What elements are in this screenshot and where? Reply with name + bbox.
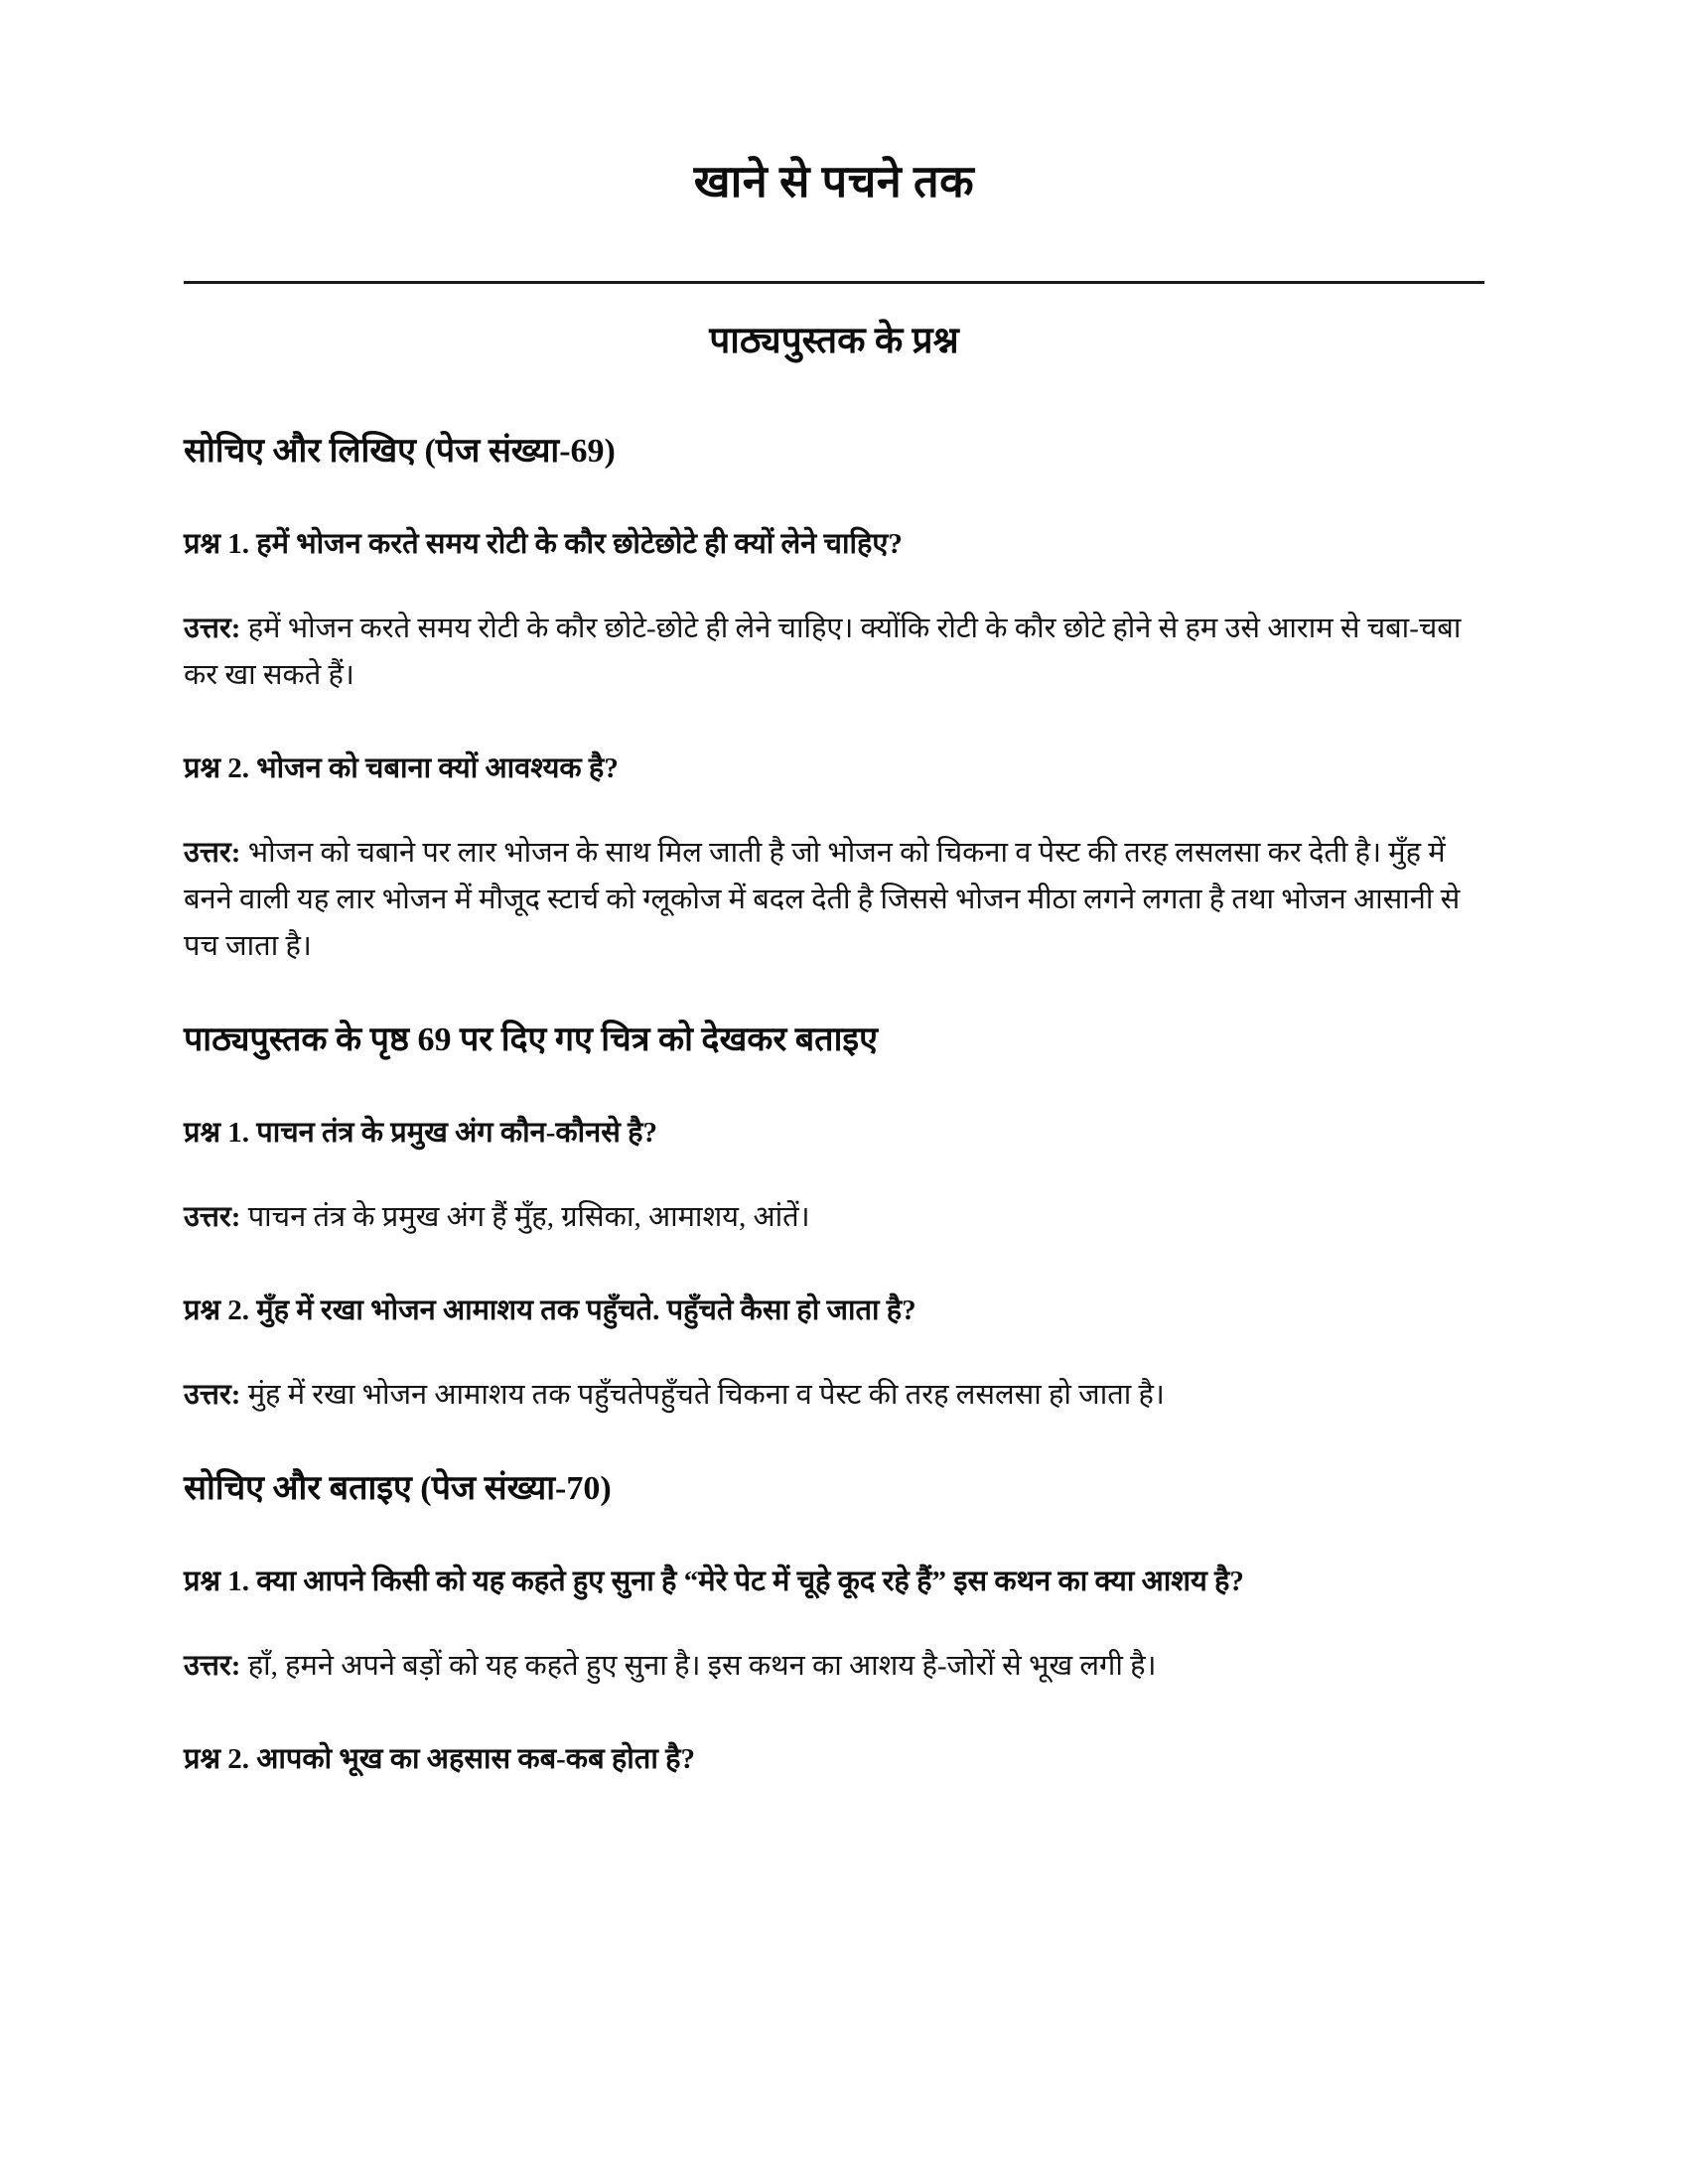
title-divider (184, 281, 1484, 284)
section-1 (184, 429, 1484, 970)
answer-label: उत्तर: (184, 1379, 241, 1412)
answer-label: उत्तर: (184, 1201, 241, 1234)
page-title: खाने से पचने तक (693, 157, 975, 206)
question-text: प्रश्न 1. पाचन तंत्र के प्रमुख अंग कौन-कौनसे है? (184, 1117, 658, 1150)
question-text: प्रश्न 2. मुँह में रखा भोजन आमाशय तक पहुँचते. पहुँचते कैसा हो जाता है? (184, 1295, 916, 1327)
answer-text (184, 1194, 1484, 1241)
section-heading-3: सोचिए और बताइए (पेज संख्या-70) (184, 1470, 612, 1508)
section-heading-1: सोचिए और लिखिए (पेज संख्या-69) (184, 433, 616, 471)
answer-text (184, 606, 1484, 699)
qa-item (184, 747, 1484, 970)
answer-body: हमें भोजन करते समय रोटी के कौर छोटे-छोटे ही लेने चाहिए। क्योंकि रोटी के कौर छोटे होने से हम उसे आराम से चबा-चबा कर खा सकते हैं। (184, 613, 1462, 692)
question-text: प्रश्न 2. भोजन को चबाना क्यों आवश्यक है? (184, 752, 619, 785)
answer-label: उत्तर: (184, 613, 241, 645)
answer-body: मुंह में रखा भोजन आमाशय तक पहुँचतेपहुँचते चिकना व पेस्ट की तरह लसलसा हो जाता है। (240, 1379, 1165, 1412)
section-2 (184, 1018, 1484, 1419)
answer-body: पाचन तंत्र के प्रमुख अंग हैं मुँह, ग्रसिका, आमाशय, आंतें। (240, 1201, 810, 1234)
document-subtitle: पाठ्यपुस्तक के प्रश्न (709, 321, 959, 362)
question-text: प्रश्न 1. हमें भोजन करते समय रोटी के कौर छोटेछोटे ही क्यों लेने चाहिए? (184, 528, 903, 561)
question-text: प्रश्न 2. आपको भूख का अहसास कब-कब होता है? (184, 1743, 695, 1776)
answer-body: हाँ, हमने अपने बड़ों को यह कहते हुए सुना है। इस कथन का आशय है-जोरों से भूख लगी है। (240, 1650, 1157, 1683)
answer-label: उत्तर: (184, 837, 241, 870)
section-3 (184, 1466, 1484, 1781)
answer-text (184, 830, 1484, 970)
question-text: प्रश्न 1. क्या आपने किसी को यह कहते हुए सुना है “मेरे पेट में चूहे कूद रहे हैं” इस कथन का क्या आशय है? (184, 1566, 1244, 1598)
qa-item (184, 1289, 1484, 1419)
qa-item (184, 1560, 1484, 1690)
answer-text (184, 1643, 1484, 1690)
qa-item (184, 1111, 1484, 1241)
section-heading-2: पाठ्यपुस्तक के पृष्ठ 69 पर दिए गए चित्र को देखकर बताइए (184, 1022, 878, 1059)
answer-body: भोजन को चबाने पर लार भोजन के साथ मिल जाती है जो भोजन को चिकना व पेस्ट की तरह लसलसा कर देती है। मुँह में बनने वाली यह लार भोजन में मौजूद स्टार्च को ग्लूकोज में बदल देती है जिससे भोजन मीठा लगने लगता है तथा भोजन आसानी से पच जाता है। (184, 837, 1461, 963)
answer-label: उत्तर: (184, 1650, 241, 1683)
qa-item (184, 522, 1484, 699)
qa-item (184, 1737, 1484, 1781)
answer-text (184, 1372, 1484, 1419)
